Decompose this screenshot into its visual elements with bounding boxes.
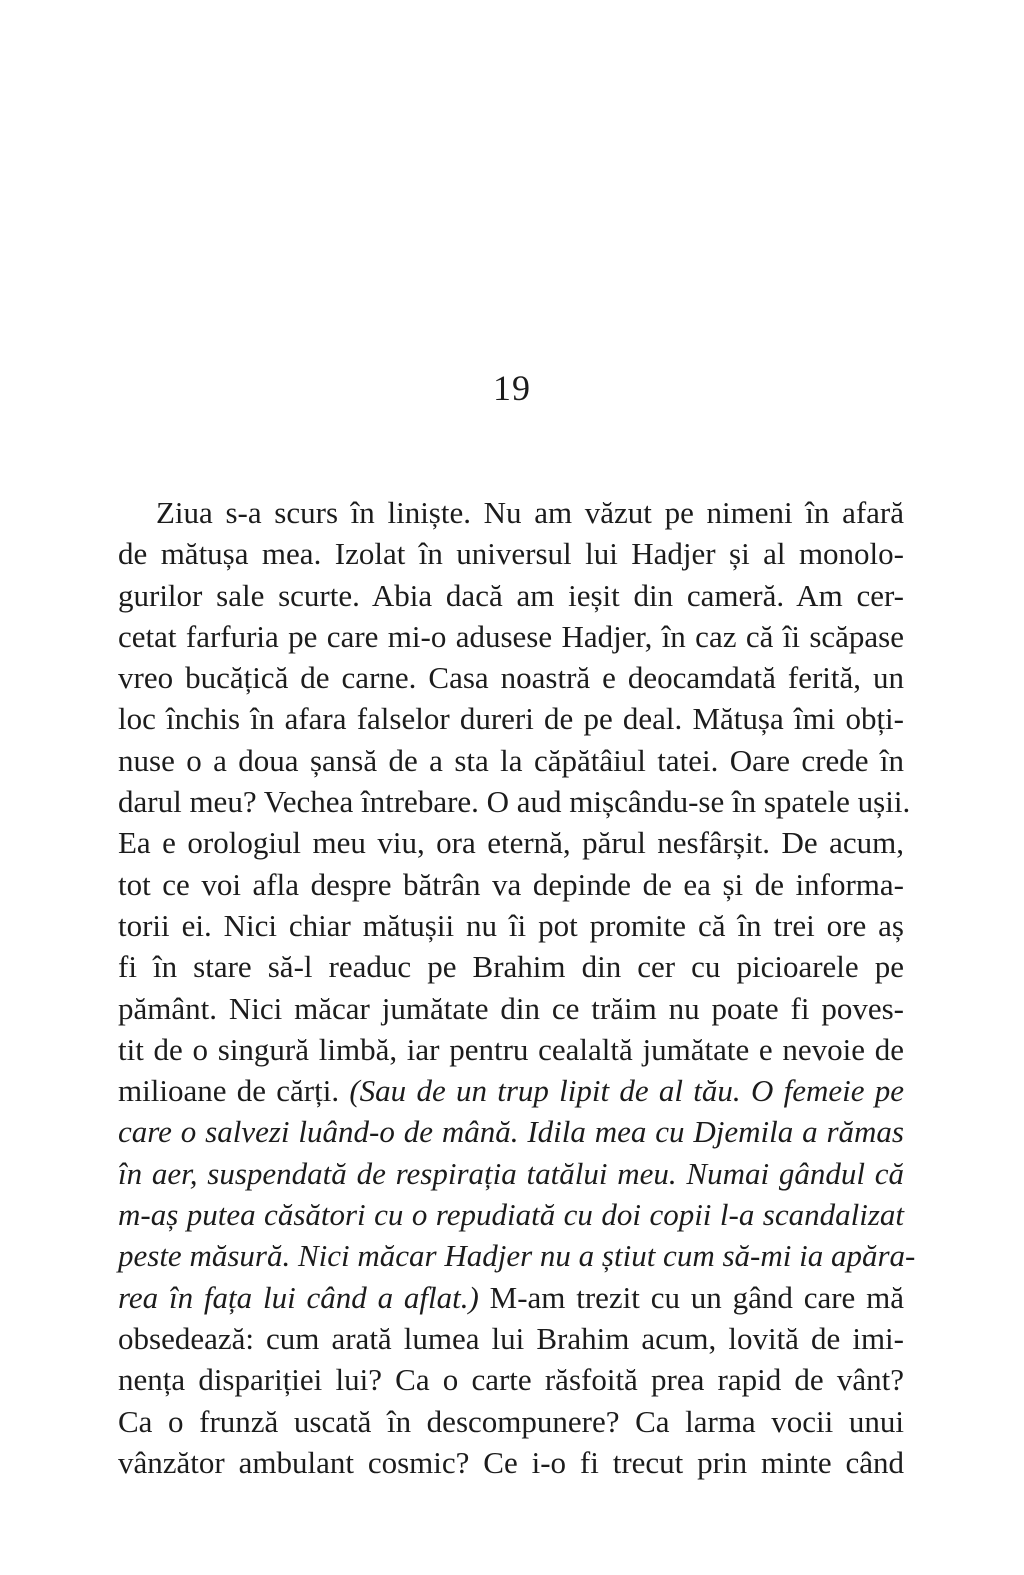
text-segment: pământ. Nici măcar jumătate din ce trăim nu poate fi poves- (118, 990, 904, 1026)
text-segment: fi în stare să-l readuc pe Brahim din cer cu picioarele pe (118, 949, 904, 985)
italic-text-segment: (Sau de un trup lipit de al tău. O femeie pe (349, 1073, 905, 1109)
text-line (118, 1401, 904, 1442)
text-line (118, 905, 904, 946)
text-line (118, 988, 904, 1029)
text-line (118, 1111, 904, 1152)
text-line (118, 616, 904, 657)
text-line (118, 1194, 904, 1235)
chapter-number: 19 (493, 368, 531, 408)
text-line (118, 1070, 904, 1111)
italic-text-segment: în aer, suspendată de respirația tatălui meu. Numai gândul că (118, 1155, 904, 1191)
text-segment: loc închis în afara falselor dureri de pe deal. Mătușa îmi obți- (118, 701, 904, 737)
text-segment: obsedează: cum arată lumea lui Brahim acum, lovită de imi- (118, 1320, 904, 1356)
text-line (118, 864, 904, 905)
text-line (118, 740, 904, 781)
text-segment: nența dispariției lui? Ca o carte răsfoită prea rapid de vânt? (118, 1362, 904, 1398)
text-line (118, 657, 904, 698)
text-segment: Ea e orologiul meu viu, ora eternă, părul nesfârșit. De acum, (118, 825, 904, 861)
text-line (118, 822, 904, 863)
text-line (118, 1153, 904, 1194)
text-segment: M-am trezit cu un gând care mă (478, 1279, 904, 1315)
text-segment: tot ce voi afla despre bătrân va depinde de ea și de informa- (118, 866, 904, 902)
text-line (118, 1277, 904, 1318)
text-segment: de mătușa mea. Izolat în universul lui Hadjer și al monolo- (118, 536, 904, 572)
italic-text-segment: rea în fața lui când a aflat.) (118, 1279, 479, 1315)
text-line (118, 1029, 904, 1070)
text-line (118, 698, 904, 739)
text-line (118, 575, 904, 616)
text-line (118, 1359, 904, 1400)
text-segment: vânzător ambulant cosmic? Ce i-o fi trecut prin minte când (118, 1444, 904, 1480)
text-line (118, 781, 911, 822)
text-line (118, 1318, 904, 1359)
text-segment: vreo bucățică de carne. Casa noastră e deocamdată ferită, un (118, 660, 904, 696)
text-segment: Ziua s-a scurs în liniște. Nu am văzut pe nimeni în afară (156, 495, 904, 530)
text-segment: torii ei. Nici chiar mătușii nu îi pot promite că în trei ore aș (118, 907, 904, 943)
text-segment: gurilor sale scurte. Abia dacă am ieșit din cameră. Am cer- (118, 577, 904, 613)
italic-text-segment: peste măsură. Nici măcar Hadjer nu a știut cum să-mi ia apăra- (118, 1238, 916, 1274)
text-segment: nuse o a doua șansă de a sta la căpătâiul tatei. Oare crede în (118, 742, 904, 778)
text-segment: cetat farfuria pe care mi-o adusese Hadjer, în caz că îi scăpase (118, 618, 904, 654)
text-line (118, 492, 904, 533)
chapter-body-text (118, 492, 916, 1483)
text-line (118, 533, 904, 574)
text-segment: milioane de cărți. (118, 1073, 350, 1109)
text-segment: Ca o frunză uscată în descompunere? Ca larma vocii unui (118, 1403, 904, 1439)
italic-text-segment: care o salvezi luând-o de mână. Idila mea cu Djemila a rămas (118, 1114, 904, 1150)
text-line (118, 1442, 904, 1483)
text-line (118, 1235, 916, 1276)
text-segment: darul meu? Vechea întrebare. O aud mișcându-se în spatele ușii. (118, 784, 911, 820)
text-line (118, 946, 904, 987)
text-segment: tit de o singură limbă, iar pentru cealaltă jumătate e nevoie de (118, 1031, 904, 1067)
italic-text-segment: m-aș putea căsători cu o repudiată cu doi copii l-a scandalizat (118, 1197, 904, 1233)
